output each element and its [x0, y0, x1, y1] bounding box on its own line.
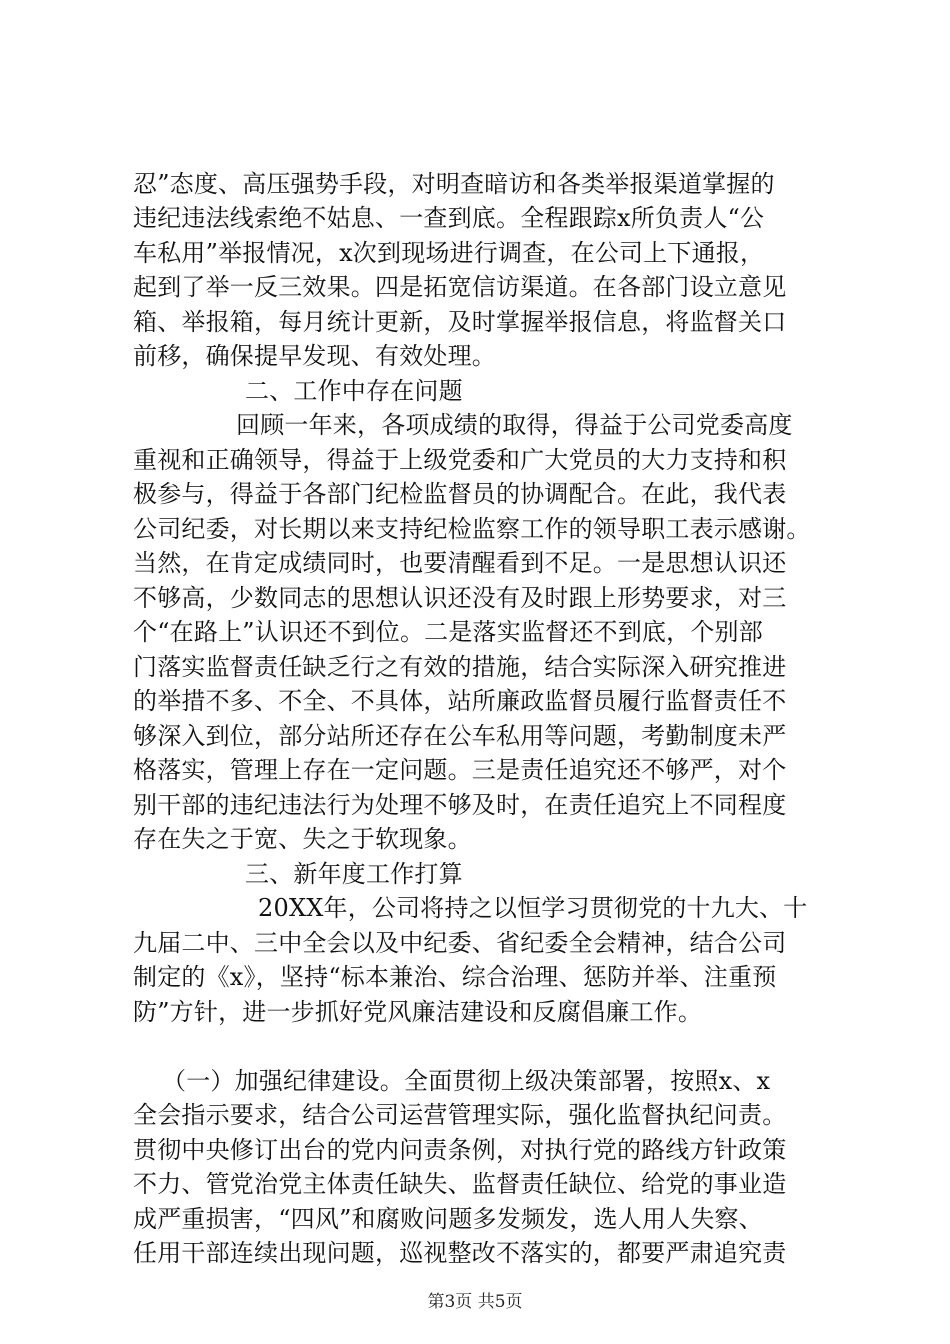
page-footer: 第3页 共5页 — [427, 1292, 523, 1312]
body-text-line: 门落实监督责任缺乏行之有效的措施，结合实际深入研究推进 — [133, 653, 787, 681]
body-text-line: 忍”态度、高压强势手段，对明查暗访和各类举报渠道掌握的 — [133, 170, 775, 198]
body-text-line: 箱、举报箱，每月统计更新，及时掌握举报信息，将监督关口 — [133, 308, 787, 336]
body-text-line: 极参与，得益于各部门纪检监督员的协调配合。在此，我代表 — [133, 480, 787, 508]
body-text-line: 别干部的违纪违法行为处理不够及时，在责任追究上不同程度 — [133, 791, 787, 819]
body-text-line: 的举措不多、不全、不具体，站所廉政监督员履行监督责任不 — [133, 687, 787, 715]
section-heading: 二、工作中存在问题 — [245, 377, 463, 405]
body-text-line: 当然，在肯定成绩同时，也要清醒看到不足。一是思想认识还 — [133, 549, 787, 577]
body-text-line: 够深入到位，部分站所还存在公车私用等问题，考勤制度未严 — [133, 722, 787, 750]
body-text-line: 重视和正确领导，得益于上级党委和广大党员的大力支持和积 — [133, 446, 787, 474]
body-text-line: 违纪违法线索绝不姑息、一查到底。全程跟踪x所负责人“公 — [133, 204, 765, 232]
body-text-line: 全会指示要求，结合公司运营管理实际，强化监督执纪问责。 — [133, 1101, 787, 1129]
section-heading: 三、新年度工作打算 — [245, 860, 463, 888]
body-text-line: 前移，确保提早发现、有效处理。 — [133, 342, 496, 370]
body-text-line: 不力、管党治党主体责任缺失、监督责任缺位、给党的事业造 — [133, 1170, 787, 1198]
body-text-line: 成严重损害，“四风”和腐败问题多发频发，选人用人失察、 — [133, 1205, 763, 1233]
body-text-line: 起到了举一反三效果。四是拓宽信访渠道。在各部门设立意见 — [133, 273, 787, 301]
body-text-line: 任用干部连续出现问题，巡视整改不落实的，都要严肃追究责 — [133, 1239, 787, 1267]
body-text-line: 个“在路上”认识还不到位。二是落实监督还不到底，个别部 — [133, 618, 763, 646]
body-text-line: 九届二中、三中全会以及中纪委、省纪委全会精神，结合公司 — [133, 929, 787, 957]
body-text-line: 格落实，管理上存在一定问题。三是责任追究还不够严，对个 — [133, 756, 787, 784]
body-text-line: 存在失之于宽、失之于软现象。 — [133, 825, 472, 853]
body-text-line: 防”方针，进一步抓好党风廉洁建设和反腐倡廉工作。 — [133, 998, 703, 1026]
subsection-paragraph-start: （一）加强纪律建设。全面贯彻上级决策部署，按照x、x — [162, 1067, 771, 1095]
body-text-line: 公司纪委，对长期以来支持纪检监察工作的领导职工表示感谢。 — [133, 515, 811, 543]
body-text-line: 贯彻中央修订出台的党内问责条例，对执行党的路线方针政策 — [133, 1136, 787, 1164]
body-text-line: 20XX年，公司将持之以恒学习贯彻党的十九大、十 — [258, 894, 808, 922]
body-text-line: 不够高，少数同志的思想认识还没有及时跟上形势要求，对三 — [133, 584, 787, 612]
body-text-line: 制定的《x》，坚持“标本兼治、综合治理、惩防并举、注重预 — [133, 963, 777, 991]
body-text-line: 回顾一年来，各项成绩的取得，得益于公司党委高度 — [236, 411, 793, 439]
body-text-line: 车私用”举报情况，x次到现场进行调查，在公司上下通报， — [133, 239, 765, 267]
